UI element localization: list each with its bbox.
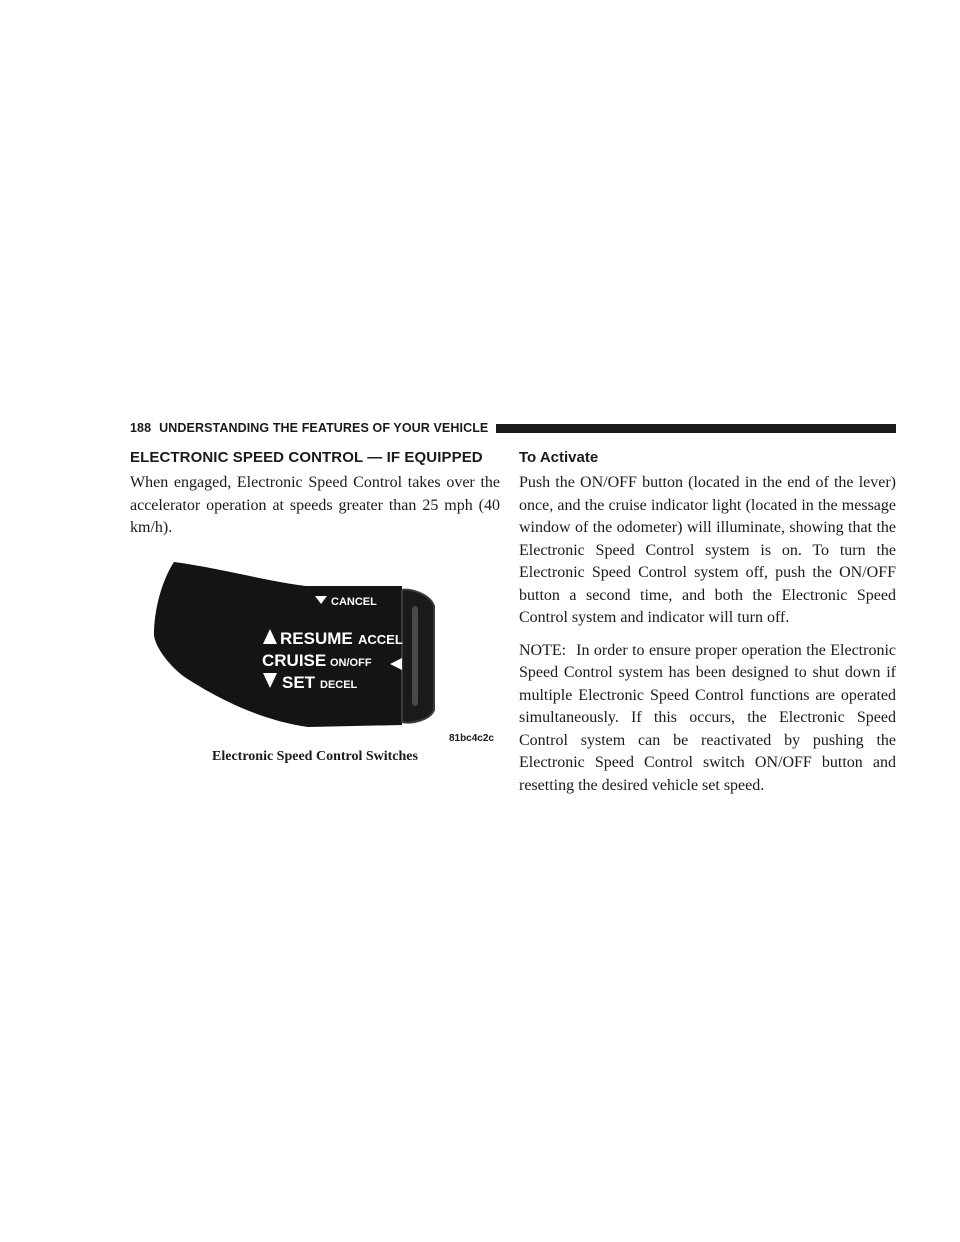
left-column [130,449,500,540]
subsection-heading: To Activate [519,449,599,466]
header-rule [496,424,896,433]
speed-control-figure [130,550,500,775]
running-title: UNDERSTANDING THE FEATURES OF YOUR VEHICLE [159,421,489,435]
label-set: SET [282,673,316,692]
note-label: NOTE: [519,641,567,659]
label-onoff: ON/OFF [330,657,372,669]
section-heading: ELECTRONIC SPEED CONTROL — IF EQUIPPED [130,449,483,466]
note-paragraph [519,640,896,798]
activate-paragraph: Push the ON/OFF button (located in the end of the lever) once, and the cruise indicator light (located in the message window of the odometer) will illuminate, showing that the Electronic Speed Control system is on. To turn the Electronic Speed Control system off, push the ON/OFF button a second time, and both the Electronic Speed Control system and indicator will turn off. [519,474,896,626]
label-decel: DECEL [320,679,358,691]
label-cruise: CRUISE [262,651,327,670]
figure-caption: Electronic Speed Control Switches [212,749,418,764]
label-resume: RESUME [280,629,353,648]
label-cancel: CANCEL [331,596,377,608]
lever-end-cap-highlight [412,606,418,706]
intro-paragraph: When engaged, Electronic Speed Control takes over the accelerator operation at speeds greater than 25 mph (40 km/h). [130,474,500,536]
note-text: In order to ensure proper operation the Electronic Speed Control system has been designed to shut down if multiple Electronic Speed Control functions are operated simultaneously. If this occurs, the Electronic Speed Control system can be reactivated by pushing the Electronic Speed Control switch ON/OFF button and resetting the desired vehicle set speed. [519,641,896,794]
page-number: 188 [130,421,152,435]
figure-id: 81bc4c2c [448,733,494,744]
right-column [519,449,896,797]
speed-control-lever-illustration [130,550,500,775]
running-header [130,419,896,437]
label-accel: ACCEL [358,632,403,647]
